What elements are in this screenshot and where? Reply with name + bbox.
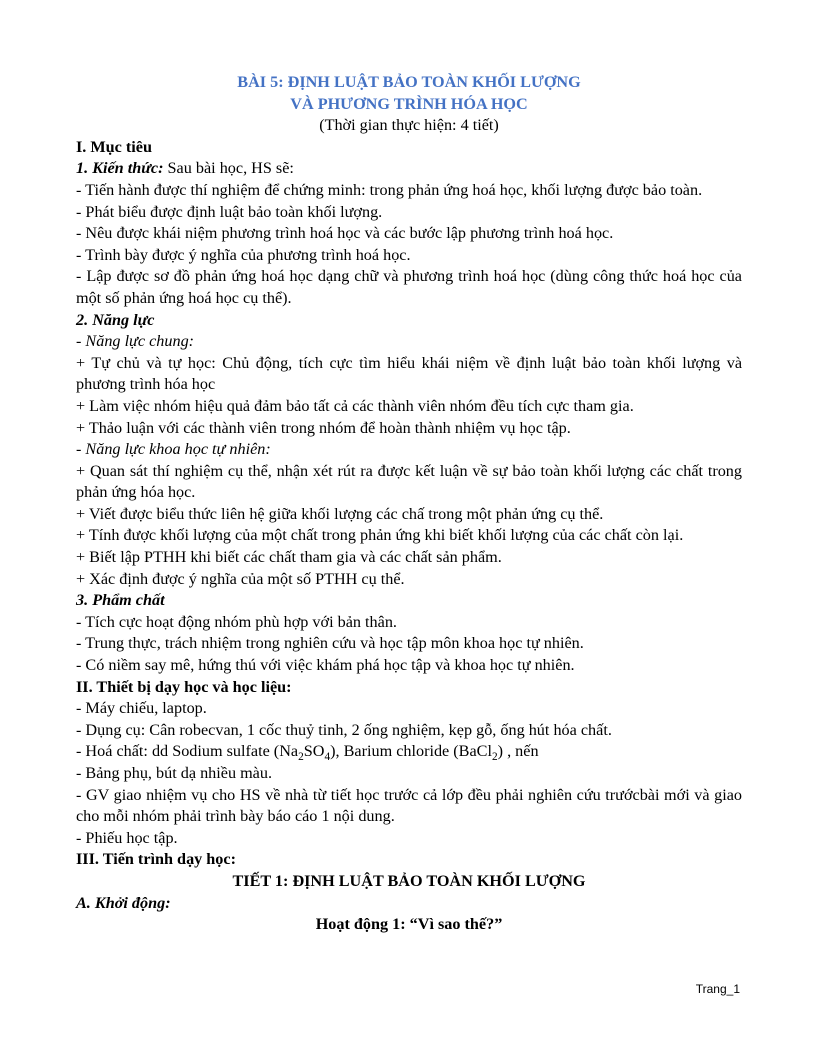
quality-item: - Trung thực, trách nhiệm trong nghiên cứu và học tập môn khoa học tự nhiên. bbox=[76, 634, 584, 653]
general-competence-item: + Tự chủ và tự học: Chủ động, tích cực tìm hiểu khái niệm về định luật bảo toàn khối lượng và phương trình hóa học bbox=[76, 353, 742, 394]
knowledge-item: - Lập được sơ đồ phản ứng hoá học dạng chữ và phương trình hoá học (dùng công thức hoá học của một số phản ứng hoá học cụ thể). bbox=[76, 267, 742, 307]
document-page bbox=[76, 72, 742, 936]
knowledge-label: 1. Kiến thức: bbox=[76, 159, 164, 178]
lesson-title-line2: VÀ PHƯƠNG TRÌNH HÓA HỌC bbox=[290, 94, 528, 113]
chem-subscript: 2 bbox=[491, 751, 498, 764]
knowledge-intro-text: Sau bài học, HS sẽ: bbox=[163, 159, 294, 178]
general-competence-item: + Làm việc nhóm hiệu quả đảm bảo tất cả các thành viên nhóm đều tích cực tham gia. bbox=[76, 396, 634, 415]
equipment-item: - Bảng phụ, bút dạ nhiều màu. bbox=[76, 764, 273, 782]
knowledge-item: - Nêu được khái niệm phương trình hoá học và các bước lập phương trình hoá học. bbox=[76, 224, 614, 243]
science-competence-item: + Tính được khối lượng của một chất trong phản ứng khi biết khối lượng của các chất còn lại. bbox=[76, 526, 684, 545]
lesson-title-line1: BÀI 5: ĐỊNH LUẬT BẢO TOÀN KHỐI LƯỢNG bbox=[237, 73, 581, 91]
equipment-item: - Máy chiếu, laptop. bbox=[76, 699, 207, 718]
knowledge-item: - Tiến hành được thí nghiệm để chứng minh: trong phản ứng hoá học, khối lượng được bảo toàn. bbox=[76, 180, 703, 199]
chem-text: SO bbox=[303, 742, 325, 761]
knowledge-intro bbox=[76, 158, 742, 180]
science-competence-item: + Xác định được ý nghĩa của một số PTHH cụ thể. bbox=[76, 569, 405, 588]
chem-text: ), Barium chloride (BaCl bbox=[330, 742, 492, 761]
general-competence-item: + Thảo luận với các thành viên trong nhóm để hoàn thành nhiệm vụ học tập. bbox=[76, 418, 571, 437]
equipment-item: - GV giao nhiệm vụ cho HS về nhà từ tiết học trước cả lớp đều phải nghiên cứu trướcbài mới và giao cho mỗi nhóm phải trình bày báo cáo 1 nội dung. bbox=[76, 785, 742, 826]
chemicals-item bbox=[76, 741, 742, 763]
science-competence-label: - Năng lực khoa học tự nhiên: bbox=[76, 440, 271, 459]
activity-title: Hoạt động 1: “Vì sao thế?” bbox=[315, 915, 503, 934]
section-heading-equipment: II. Thiết bị dạy học và học liệu: bbox=[76, 677, 292, 696]
chem-subscript: 4 bbox=[324, 751, 331, 764]
science-competence-item: + Quan sát thí nghiệm cụ thể, nhận xét rút ra được kết luận về sự bảo toàn khối lượng các chất trong phản ứng hóa học. bbox=[76, 461, 742, 502]
knowledge-item: - Phát biểu được định luật bảo toàn khối lượng. bbox=[76, 202, 383, 221]
equipment-item: - Phiếu học tập. bbox=[76, 828, 178, 847]
lesson-duration: (Thời gian thực hiện: 4 tiết) bbox=[319, 116, 499, 135]
quality-label: 3. Phẩm chất bbox=[76, 591, 165, 610]
section-heading-objectives: I. Mục tiêu bbox=[76, 137, 152, 156]
equipment-item: - Dụng cụ: Cân robecvan, 1 cốc thuỷ tinh, 2 ống nghiệm, kẹp gỗ, ống hút hóa chất. bbox=[76, 720, 612, 739]
period-title: TIẾT 1: ĐỊNH LUẬT BẢO TOÀN KHỐI LƯỢNG bbox=[232, 871, 586, 890]
quality-item: - Có niềm say mê, hứng thú với việc khám phá học tập và khoa học tự nhiên. bbox=[76, 656, 575, 675]
competence-label: 2. Năng lực bbox=[76, 310, 155, 329]
science-competence-item: + Viết được biểu thức liên hệ giữa khối lượng các chấ trong một phản ứng cụ thể. bbox=[76, 504, 604, 523]
knowledge-item: - Trình bày được ý nghĩa của phương trình hoá học. bbox=[76, 245, 411, 264]
science-competence-item: + Biết lập PTHH khi biết các chất tham gia và các chất sản phẩm. bbox=[76, 548, 502, 567]
chem-text: - Hoá chất: dd Sodium sulfate (Na bbox=[76, 742, 299, 761]
general-competence-label: - Năng lực chung: bbox=[76, 332, 195, 351]
quality-item: - Tích cực hoạt động nhóm phù hợp với bản thân. bbox=[76, 612, 397, 631]
chem-text: ) , nến bbox=[497, 742, 539, 761]
section-heading-process: III. Tiến trình dạy học: bbox=[76, 850, 236, 869]
chem-subscript: 2 bbox=[298, 751, 304, 764]
part-a-heading: A. Khởi động: bbox=[76, 893, 171, 912]
page-number: Trang_1 bbox=[695, 982, 740, 996]
